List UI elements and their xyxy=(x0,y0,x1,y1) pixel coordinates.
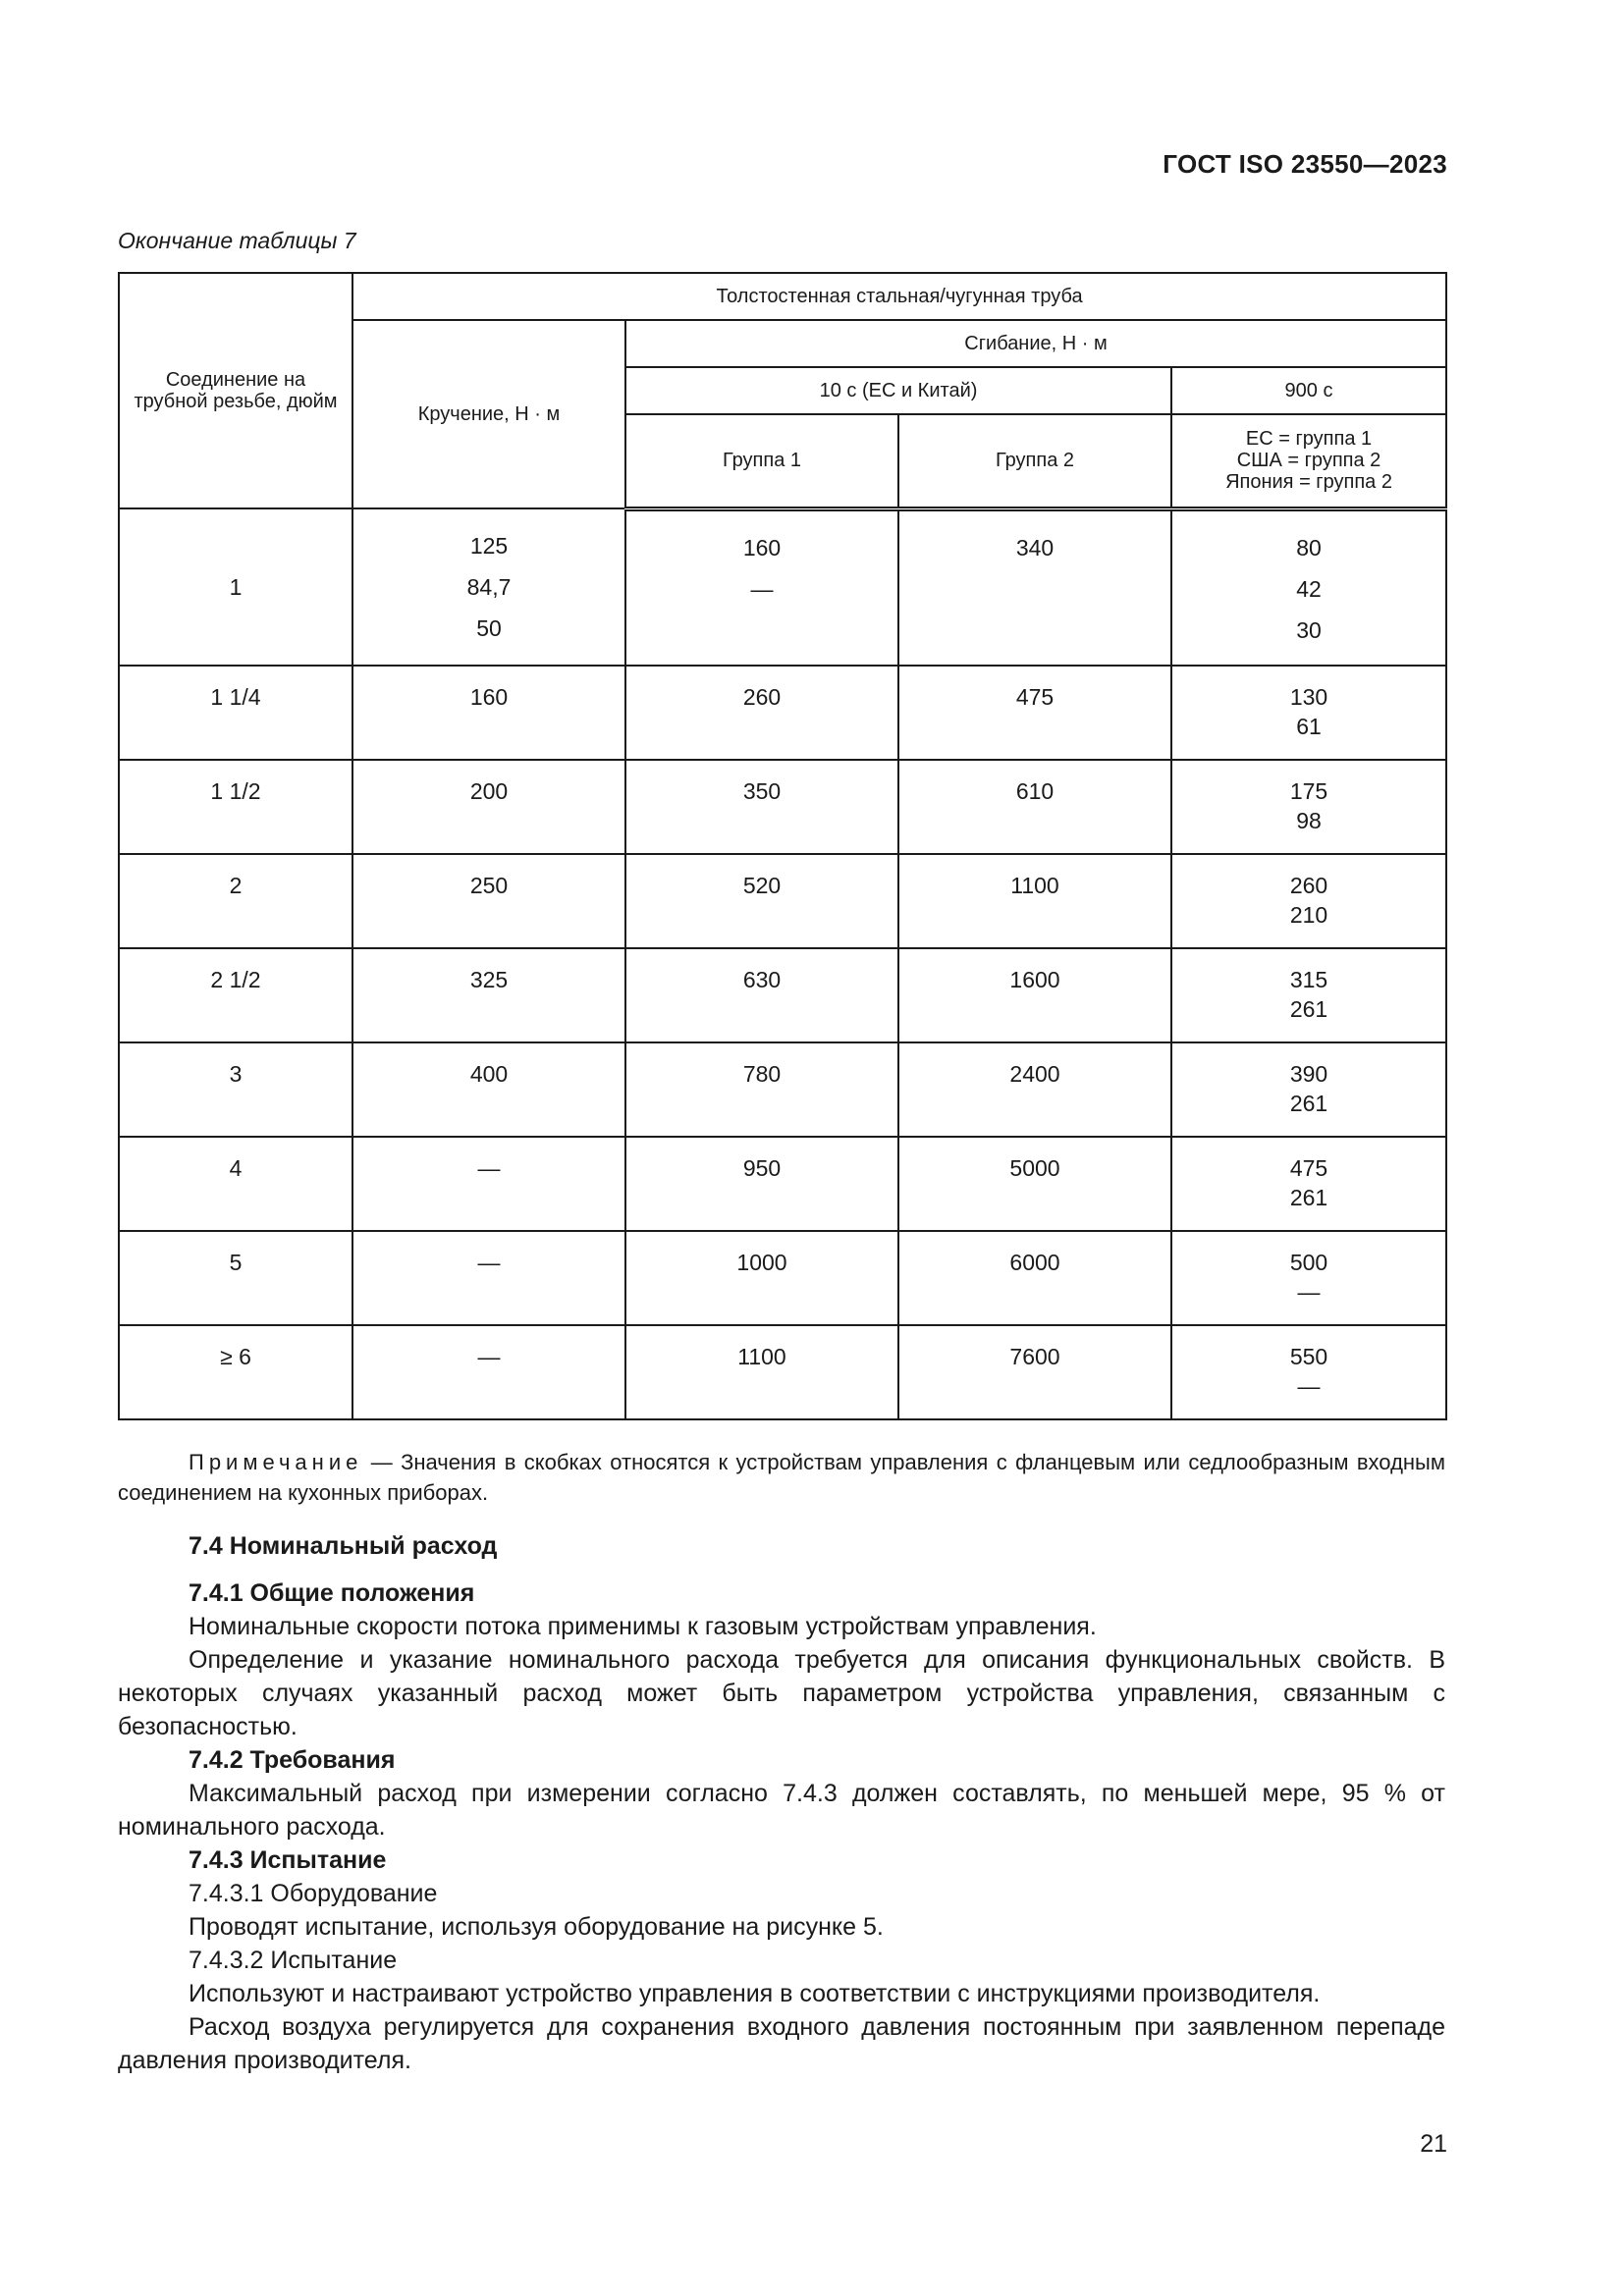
header-group-eu: ЕС = группа 1 xyxy=(1245,428,1373,451)
cell-900s xyxy=(1171,1231,1446,1325)
cell-size: 2 1/2 xyxy=(119,948,352,1042)
cell-size: 5 xyxy=(119,1231,352,1325)
cell-torsion: — xyxy=(352,1137,625,1231)
cell-size: 1 xyxy=(119,508,352,666)
paragraph: Номинальные скорости потока применимы к газовым устройствам управления. xyxy=(189,1613,1097,1640)
section-7-4 xyxy=(118,1529,1445,2077)
header-joint: Соединение на трубной резьбе, дюйм xyxy=(119,273,352,508)
cell-value: 160 xyxy=(742,534,782,561)
cell-value: 80 xyxy=(1296,534,1322,561)
cell-900s xyxy=(1171,666,1446,760)
cell-value: 261 xyxy=(1289,1091,1328,1116)
cell-group2: 1600 xyxy=(898,948,1171,1042)
heading-7-4-2: 7.4.2 Требования xyxy=(189,1746,396,1774)
header-group1: Группа 1 xyxy=(625,414,898,508)
cell-value: 130 xyxy=(1289,684,1328,710)
cell-group2: 1100 xyxy=(898,854,1171,948)
cell-size: 1 1/4 xyxy=(119,666,352,760)
table-row xyxy=(119,948,1446,1042)
paragraph: Расход воздуха регулируется для сохранения входного давления постоянным при заявленном перепаде давления производителя. xyxy=(118,2013,1445,2074)
heading-7-4-3-2: 7.4.3.2 Испытание xyxy=(189,1947,398,1974)
cell-group2: 7600 xyxy=(898,1325,1171,1419)
heading-7-4: 7.4 Номинальный расход xyxy=(189,1532,498,1560)
cell-group1: 630 xyxy=(625,948,898,1042)
cell-group2: 5000 xyxy=(898,1137,1171,1231)
cell-value: 61 xyxy=(1296,714,1322,739)
cell-torsion: 250 xyxy=(352,854,625,948)
cell-value: 210 xyxy=(1289,902,1328,928)
header-group-usa: США = группа 2 xyxy=(1236,450,1381,472)
cell-value: 50 xyxy=(476,615,502,641)
cell-group1: 780 xyxy=(625,1042,898,1137)
note-label: Примечание xyxy=(189,1450,363,1474)
cell-value: 315 xyxy=(1289,967,1328,992)
table-row xyxy=(119,1231,1446,1325)
paragraph: Используют и настраивают устройство управления в соответствии с инструкциями производителя. xyxy=(189,1980,1321,2007)
cell-value: 500 xyxy=(1289,1250,1328,1275)
cell-torsion xyxy=(352,508,625,666)
cell-torsion: 400 xyxy=(352,1042,625,1137)
cell-value: 30 xyxy=(1296,616,1322,643)
cell-size: 1 1/2 xyxy=(119,760,352,854)
cell-torsion: 200 xyxy=(352,760,625,854)
cell-value: 390 xyxy=(1289,1061,1328,1087)
cell-value: — xyxy=(1297,1279,1321,1305)
cell-torsion: — xyxy=(352,1325,625,1419)
table-row xyxy=(119,1325,1446,1419)
cell-value: 261 xyxy=(1289,1185,1328,1210)
heading-7-4-1: 7.4.1 Общие положения xyxy=(189,1579,475,1607)
cell-value: 475 xyxy=(1289,1155,1328,1181)
cell-value: — xyxy=(1297,1373,1321,1399)
table-row xyxy=(119,760,1446,854)
cell-group2: 6000 xyxy=(898,1231,1171,1325)
cell-900s xyxy=(1171,854,1446,948)
header-pipe: Толстостенная стальная/чугунная труба xyxy=(352,273,1446,320)
cell-900s xyxy=(1171,1137,1446,1231)
cell-value: 42 xyxy=(1296,575,1322,602)
header-torsion: Кручение, Н · м xyxy=(352,320,625,508)
page-number: 21 xyxy=(1420,2130,1447,2158)
cell-value: 98 xyxy=(1296,808,1322,833)
cell-value: — xyxy=(750,575,774,602)
cell-torsion: — xyxy=(352,1231,625,1325)
header-group-japan: Япония = группа 2 xyxy=(1225,471,1392,494)
header-10s: 10 с (ЕС и Китай) xyxy=(625,367,1171,414)
cell-group1: 950 xyxy=(625,1137,898,1231)
cell-value: 125 xyxy=(469,533,509,559)
cell-900s xyxy=(1171,1042,1446,1137)
table-row xyxy=(119,666,1446,760)
table-note xyxy=(118,1447,1445,1508)
heading-7-4-3: 7.4.3 Испытание xyxy=(189,1846,387,1874)
cell-torsion: 325 xyxy=(352,948,625,1042)
cell-value: 175 xyxy=(1289,778,1328,804)
cell-size: ≥ 6 xyxy=(119,1325,352,1419)
cell-group1: 260 xyxy=(625,666,898,760)
heading-7-4-3-1: 7.4.3.1 Оборудование xyxy=(189,1880,438,1907)
header-groups-900 xyxy=(1171,414,1446,508)
header-900s: 900 с xyxy=(1171,367,1446,414)
cell-group2: 475 xyxy=(898,666,1171,760)
cell-900s xyxy=(1171,948,1446,1042)
cell-group1: 1100 xyxy=(625,1325,898,1419)
cell-group2: 610 xyxy=(898,760,1171,854)
cell-value: 550 xyxy=(1289,1344,1328,1369)
cell-group1: 1000 xyxy=(625,1231,898,1325)
cell-group2 xyxy=(898,508,1171,666)
cell-900s xyxy=(1171,1325,1446,1419)
cell-group2: 2400 xyxy=(898,1042,1171,1137)
paragraph: Проводят испытание, используя оборудование на рисунке 5. xyxy=(189,1913,884,1941)
cell-value: 84,7 xyxy=(466,574,512,600)
header-group2: Группа 2 xyxy=(898,414,1171,508)
cell-group1: 350 xyxy=(625,760,898,854)
cell-group1 xyxy=(625,508,898,666)
cell-900s xyxy=(1171,508,1446,666)
table-caption: Окончание таблицы 7 xyxy=(118,228,356,253)
cell-900s xyxy=(1171,760,1446,854)
paragraph: Определение и указание номинального расхода требуется для описания функциональных свойств. В некоторых случаях указанный расход может быть параметром устройства управления, связанным с безопасностью. xyxy=(118,1646,1445,1740)
cell-torsion: 160 xyxy=(352,666,625,760)
cell-value: 261 xyxy=(1289,996,1328,1022)
cell-size: 2 xyxy=(119,854,352,948)
note-text: — Значения в скобках относятся к устройствам управления с фланцевым или седлообразным входным соединением на кухонных приборах. xyxy=(118,1450,1445,1505)
table-row xyxy=(119,1042,1446,1137)
table-row xyxy=(119,508,1446,666)
cell-value: 340 xyxy=(1015,534,1055,561)
table-row xyxy=(119,854,1446,948)
paragraph: Максимальный расход при измерении согласно 7.4.3 должен составлять, по меньшей мере, 95 % от номинального расхода. xyxy=(118,1780,1445,1841)
header-bending: Сгибание, Н · м xyxy=(625,320,1446,367)
torque-table xyxy=(118,272,1447,1420)
table-row xyxy=(119,1137,1446,1231)
cell-size: 3 xyxy=(119,1042,352,1137)
cell-group1: 520 xyxy=(625,854,898,948)
document-id: ГОСТ ISO 23550—2023 xyxy=(1163,149,1447,179)
cell-size: 4 xyxy=(119,1137,352,1231)
cell-value: 260 xyxy=(1289,873,1328,898)
